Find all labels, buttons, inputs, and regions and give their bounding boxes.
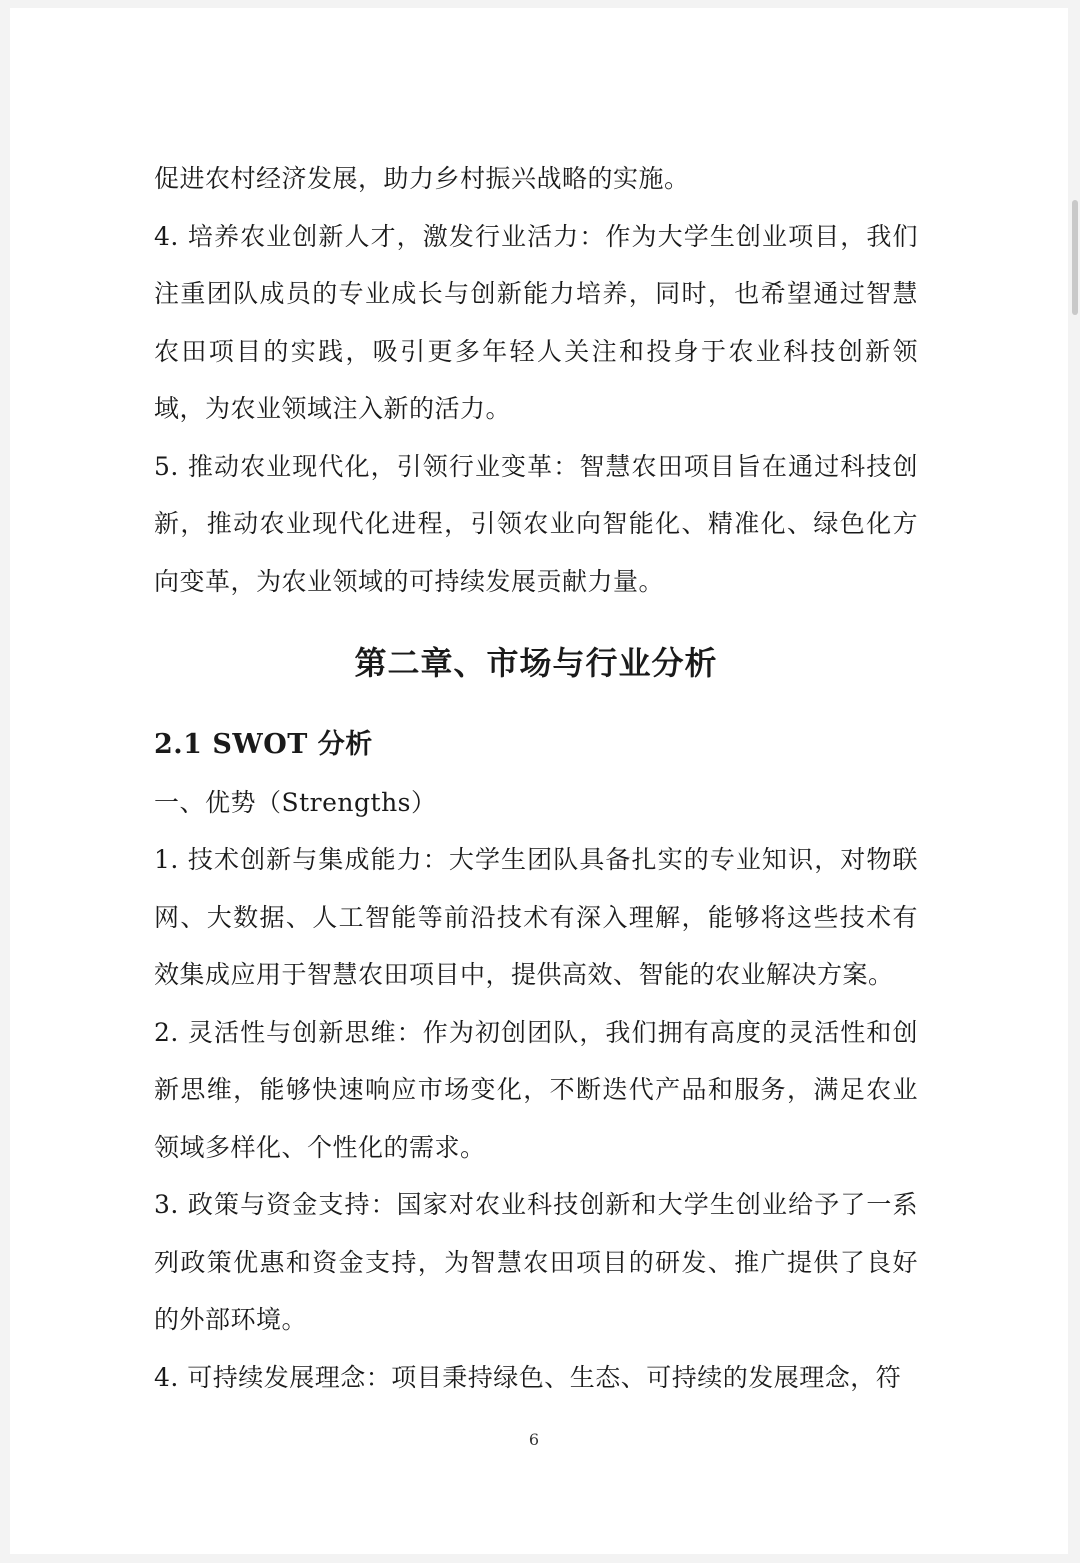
paragraph: 4. 可持续发展理念：项目秉持绿色、生态、可持续的发展理念，符 <box>154 1362 902 1392</box>
paragraph: 1. 技术创新与集成能力：大学生团队具备扎实的专业知识，对物联网、大数据、人工智能等前沿技术有深入理解，能够将这些技术有效集成应用于智慧农田项目中，提供高效、智能的农业解决方案。 <box>154 845 918 989</box>
document-body <box>154 150 918 1406</box>
scrollbar-thumb[interactable] <box>1072 200 1078 315</box>
subsection-title: 一、优势（Strengths） <box>154 787 437 817</box>
scrollbar[interactable] <box>1068 0 1080 1563</box>
document-page <box>10 8 1068 1554</box>
page-number: 6 <box>528 1430 540 1449</box>
section-title: 2.1 SWOT 分析 <box>154 729 373 760</box>
paragraph: 4. 培养农业创新人才，激发行业活力：作为大学生创业项目，我们注重团队成员的专业成长与创新能力培养，同时，也希望通过智慧农田项目的实践，吸引更多年轻人关注和投身于农业科技创新领域，为农业领域注入新的活力。 <box>154 221 918 423</box>
paragraph: 2. 灵活性与创新思维：作为初创团队，我们拥有高度的灵活性和创新思维，能够快速响应市场变化，不断迭代产品和服务，满足农业领域多样化、个性化的需求。 <box>154 1017 918 1162</box>
paragraph: 3. 政策与资金支持：国家对农业科技创新和大学生创业给予了一系列政策优惠和资金支持，为智慧农田项目的研发、推广提供了良好的外部环境。 <box>154 1190 918 1334</box>
paragraph: 5. 推动农业现代化，引领行业变革：智慧农田项目旨在通过科技创新，推动农业现代化进程，引领农业向智能化、精准化、绿色化方向变革，为农业领域的可持续发展贡献力量。 <box>154 451 918 596</box>
chapter-title: 第二章、市场与行业分析 <box>354 644 718 682</box>
paragraph: 促进农村经济发展，助力乡村振兴战略的实施。 <box>154 164 690 193</box>
